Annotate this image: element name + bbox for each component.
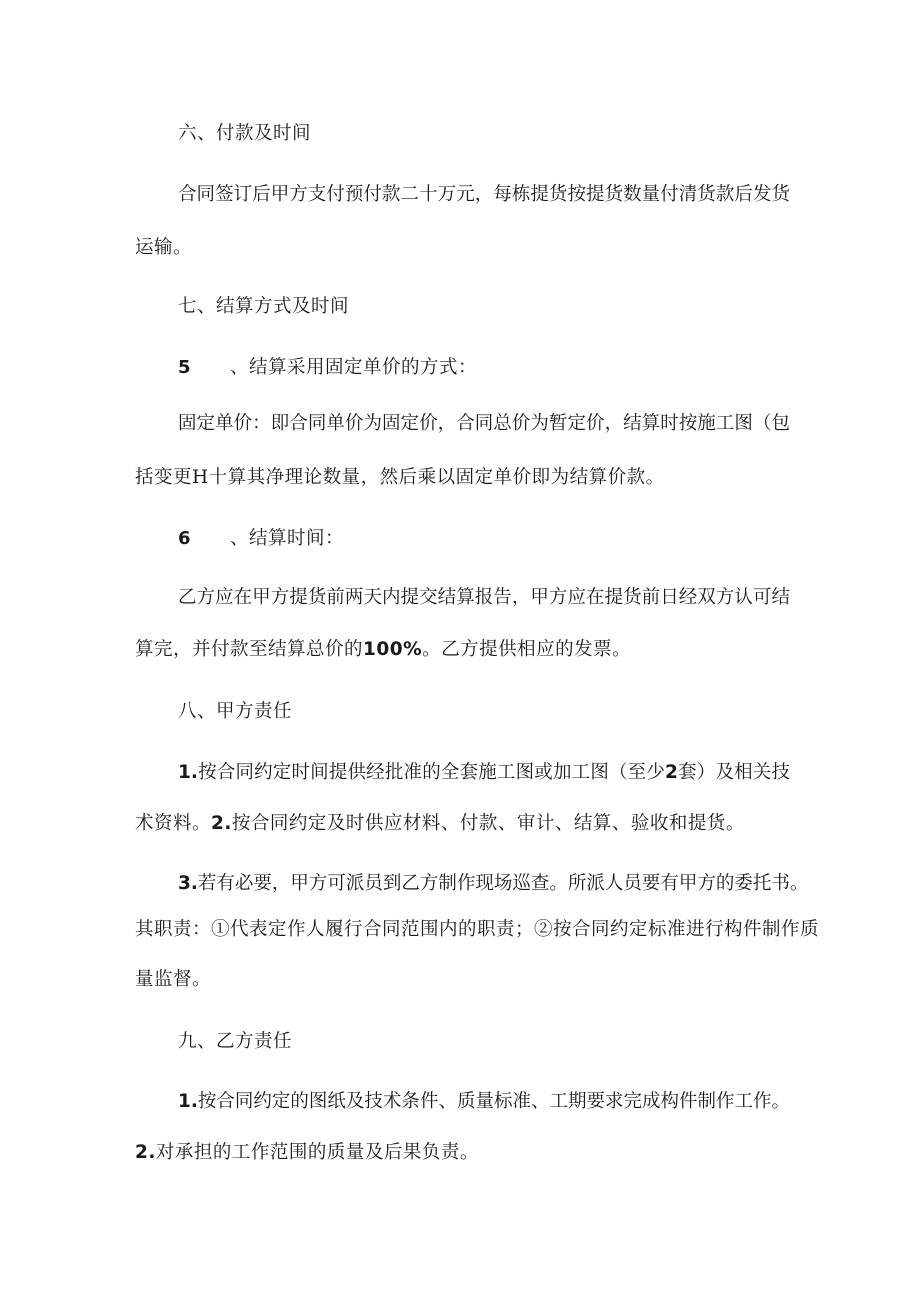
party-a-duty-3-line-1: 3.若有必要，甲方可派员到乙方制作现场巡查。所派人员要有甲方的委托书。 <box>178 873 809 894</box>
section-6-paragraph-line-2: 运输。 <box>135 237 193 258</box>
item-6-number: 6 <box>178 528 191 549</box>
party-b-duty-line-1: 1.按合同约定的图纸及技术条件、质量标准、工期要求完成构件制作工作。 <box>178 1091 790 1112</box>
percent-value: 100% <box>363 639 423 660</box>
fixed-price-line-1: 固定单价：即合同单价为固定价，合同总价为暂定价，结算时按施工图（包 <box>178 413 790 434</box>
fixed-price-line-2: 括变更H十算其净理论数量，然后乘以固定单价即为结算价款。 <box>135 467 665 488</box>
section-6-heading: 六、付款及时间 <box>178 123 312 144</box>
section-6-paragraph-line-1: 合同签订后甲方支付预付款二十万元，每栋提货按提货数量付清货款后发货 <box>178 184 790 205</box>
item-5-text: 、结算采用固定单价的方式： <box>230 357 478 378</box>
item-5-number: 5 <box>178 357 191 378</box>
party-a-duty-3-line-2: 其职责：①代表定作人履行合同范围内的职责；②按合同约定标准进行构件制作质 <box>135 919 820 940</box>
party-a-duty-3-line-3: 量监督。 <box>135 969 212 990</box>
party-b-duty-line-2: 2.对承担的工作范围的质量及后果负责。 <box>135 1142 479 1163</box>
party-a-duty-line-2: 术资料。2.按合同约定及时供应材料、付款、审计、结算、验收和提货。 <box>135 813 745 834</box>
section-7-heading: 七、结算方式及时间 <box>178 296 350 317</box>
party-a-duty-line-1: 1.按合同约定时间提供经批准的全套施工图或加工图（至少2套）及相关技 <box>178 762 790 783</box>
settlement-time-line-2: 算完，并付款至结算总价的100%。乙方提供相应的发票。 <box>135 639 632 660</box>
section-9-heading: 九、乙方责任 <box>178 1031 293 1052</box>
section-8-heading: 八、甲方责任 <box>178 701 293 722</box>
item-6-text: 、结算时间： <box>230 528 345 549</box>
settlement-time-line-1: 乙方应在甲方提货前两天内提交结算报告，甲方应在提货前日经双方认可结 <box>178 587 790 608</box>
